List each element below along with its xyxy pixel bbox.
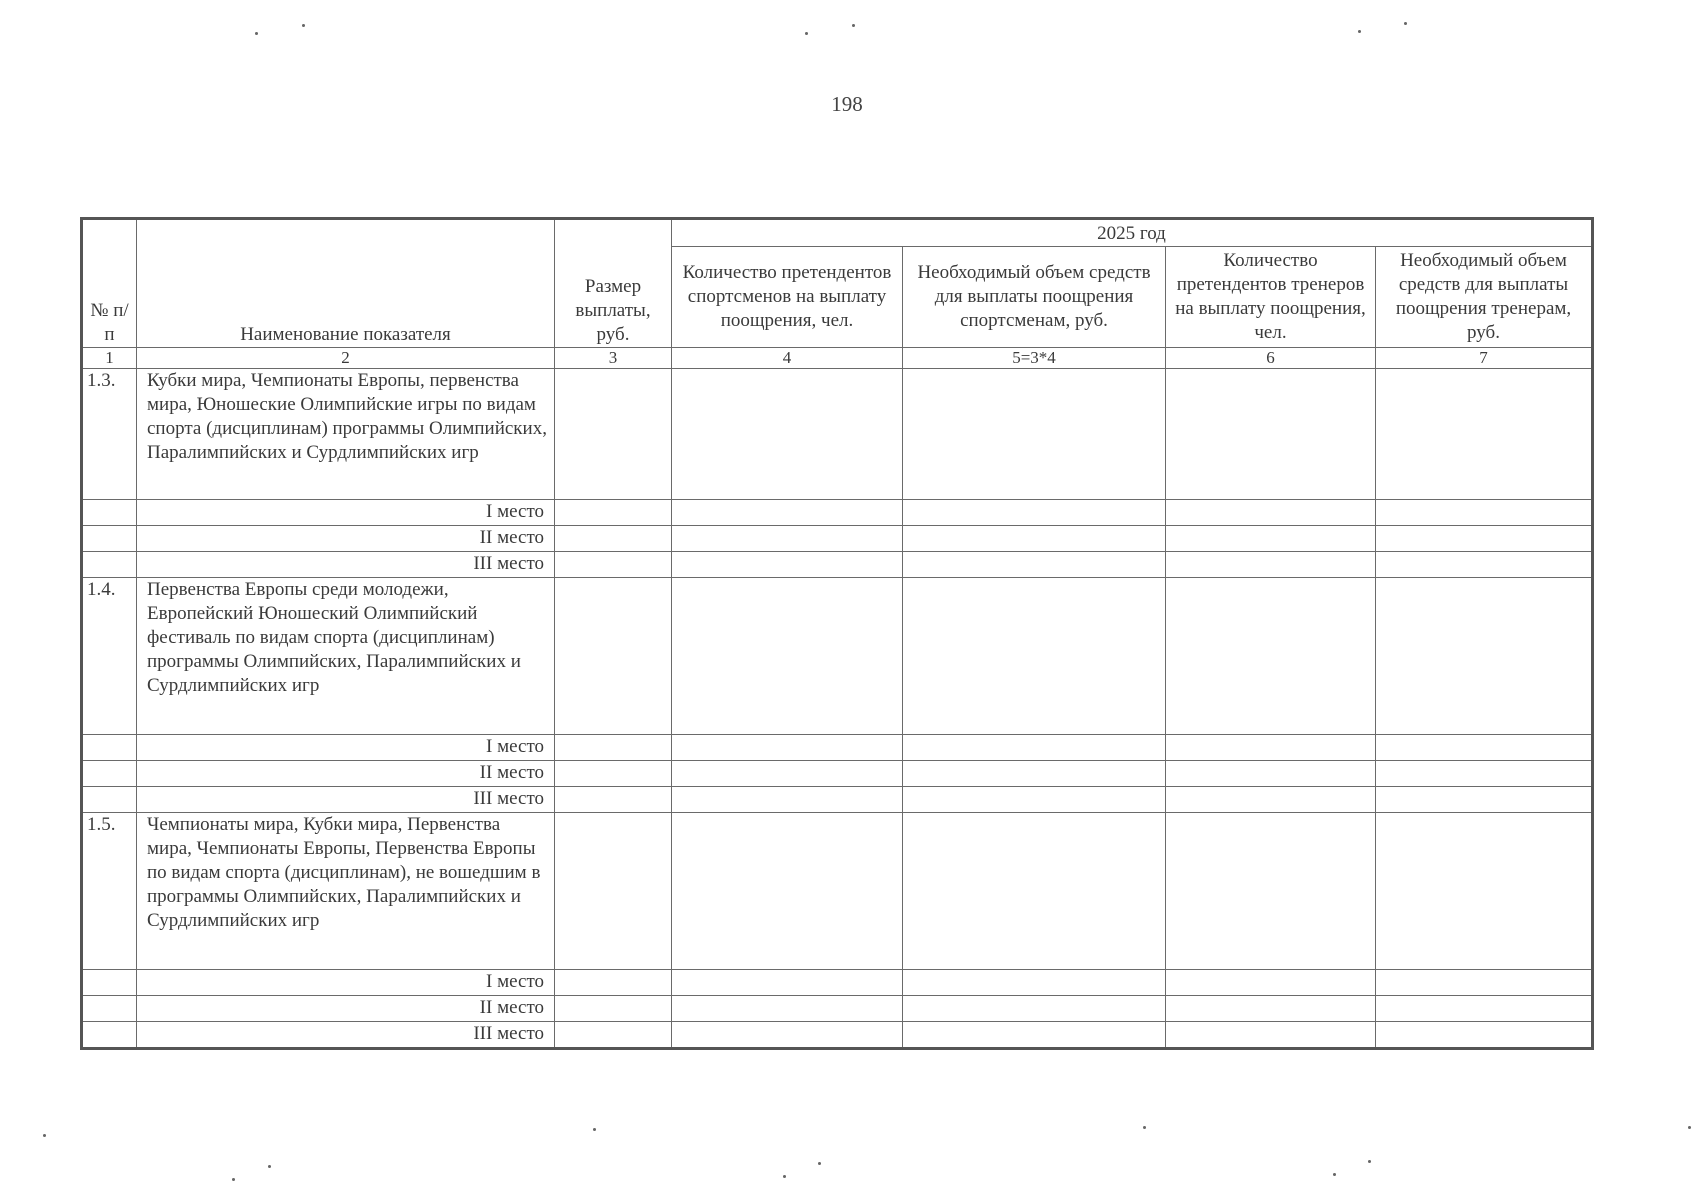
row-number: 1.4. [82,578,137,735]
scan-speck [1143,1126,1146,1129]
column-number: 6 [1166,348,1376,369]
scan-speck [818,1162,821,1165]
cell-coaches-funds [1376,761,1593,787]
column-number: 3 [555,348,672,369]
cell-coaches-count [1166,813,1376,970]
row-number [82,500,137,526]
cell-payment [555,761,672,787]
row-number: 1.5. [82,813,137,970]
cell-payment [555,787,672,813]
place-label: III место [137,1022,555,1049]
cell-coaches-count [1166,369,1376,500]
cell-athletes-count [672,369,903,500]
cell-coaches-funds [1376,369,1593,500]
indicator-name: Первенства Европы среди молодежи, Европейский Юношеский Олимпийский фестиваль по видам спорта (дисциплинам) программы Олимпийских, Паралимпийских и Сурдлимпийских игр [137,578,555,735]
cell-payment [555,996,672,1022]
place-label: II место [137,526,555,552]
column-number: 2 [137,348,555,369]
cell-athletes-funds [903,735,1166,761]
cell-coaches-count [1166,578,1376,735]
column-number: 5=3*4 [903,348,1166,369]
place-label: II место [137,996,555,1022]
column-number: 7 [1376,348,1593,369]
header-year: 2025 год [672,219,1593,247]
table-row [82,552,1593,578]
scan-speck [1688,1126,1691,1129]
place-label: I место [137,735,555,761]
cell-coaches-count [1166,526,1376,552]
table-row [82,735,1593,761]
table-row [82,813,1593,970]
cell-athletes-funds [903,1022,1166,1049]
cell-athletes-count [672,526,903,552]
payments-table [80,217,1594,1050]
header-name: Наименование показателя [137,219,555,348]
cell-coaches-count [1166,1022,1376,1049]
cell-coaches-count [1166,787,1376,813]
row-number [82,552,137,578]
cell-athletes-funds [903,526,1166,552]
place-label: I место [137,500,555,526]
cell-payment [555,970,672,996]
scan-speck [1368,1160,1371,1163]
cell-payment [555,552,672,578]
scan-speck [1404,22,1407,25]
cell-athletes-count [672,761,903,787]
cell-athletes-count [672,787,903,813]
row-number [82,761,137,787]
row-number [82,787,137,813]
cell-coaches-count [1166,996,1376,1022]
cell-payment [555,369,672,500]
row-number [82,996,137,1022]
cell-coaches-count [1166,552,1376,578]
cell-payment [555,1022,672,1049]
scan-speck [783,1175,786,1178]
cell-coaches-funds [1376,996,1593,1022]
cell-payment [555,813,672,970]
column-number: 1 [82,348,137,369]
place-label: II место [137,761,555,787]
table-row [82,500,1593,526]
cell-coaches-count [1166,970,1376,996]
table-row [82,996,1593,1022]
cell-athletes-funds [903,552,1166,578]
cell-athletes-funds [903,578,1166,735]
column-number: 4 [672,348,903,369]
scan-speck [1358,30,1361,33]
cell-athletes-count [672,996,903,1022]
cell-athletes-funds [903,996,1166,1022]
cell-coaches-count [1166,500,1376,526]
table-row [82,761,1593,787]
header-coaches-funds: Необходимый объем средств для выплаты поощрения тренерам, руб. [1376,247,1593,348]
table-row [82,1022,1593,1049]
scan-speck [255,32,258,35]
row-number [82,735,137,761]
cell-coaches-funds [1376,526,1593,552]
cell-coaches-count [1166,761,1376,787]
cell-athletes-funds [903,761,1166,787]
scan-speck [43,1134,46,1137]
scan-speck [302,24,305,27]
cell-coaches-funds [1376,735,1593,761]
cell-coaches-funds [1376,578,1593,735]
cell-athletes-count [672,1022,903,1049]
scan-speck [268,1165,271,1168]
page-number: 198 [831,92,863,116]
row-number [82,1022,137,1049]
indicator-name: Чемпионаты мира, Кубки мира, Первенства мира, Чемпионаты Европы, Первенства Европы по видам спорта (дисциплинам), не вошедшим в программы Олимпийских, Паралимпийских и Сурдлимпийских игр [137,813,555,970]
cell-coaches-funds [1376,787,1593,813]
cell-athletes-count [672,500,903,526]
cell-athletes-count [672,552,903,578]
scan-speck [232,1178,235,1181]
table-row [82,970,1593,996]
cell-athletes-funds [903,787,1166,813]
scan-speck [593,1128,596,1131]
place-label: III место [137,552,555,578]
table-row [82,369,1593,500]
scan-speck [852,24,855,27]
cell-payment [555,578,672,735]
row-number [82,970,137,996]
cell-athletes-count [672,970,903,996]
cell-athletes-funds [903,970,1166,996]
cell-athletes-funds [903,500,1166,526]
header-athletes-count: Количество претендентов спортсменов на выплату поощрения, чел. [672,247,903,348]
cell-coaches-funds [1376,552,1593,578]
place-label: III место [137,787,555,813]
cell-coaches-count [1166,735,1376,761]
header-num: № п/п [82,219,137,348]
cell-payment [555,500,672,526]
table-row [82,578,1593,735]
cell-athletes-count [672,735,903,761]
cell-athletes-count [672,813,903,970]
cell-coaches-funds [1376,970,1593,996]
indicator-name: Кубки мира, Чемпионаты Европы, первенства мира, Юношеские Олимпийские игры по видам спорта (дисциплинам) программы Олимпийских, Паралимпийских и Сурдлимпийских игр [137,369,555,500]
cell-athletes-count [672,578,903,735]
table-row [82,787,1593,813]
cell-athletes-funds [903,813,1166,970]
cell-payment [555,526,672,552]
cell-coaches-funds [1376,813,1593,970]
cell-athletes-funds [903,369,1166,500]
scan-speck [1333,1173,1336,1176]
header-coaches-count: Количество претендентов тренеров на выплату поощрения, чел. [1166,247,1376,348]
cell-coaches-funds [1376,500,1593,526]
place-label: I место [137,970,555,996]
row-number: 1.3. [82,369,137,500]
cell-payment [555,735,672,761]
cell-coaches-funds [1376,1022,1593,1049]
table-row [82,526,1593,552]
header-payment: Размер выплаты, руб. [555,219,672,348]
scan-speck [805,32,808,35]
header-athletes-funds: Необходимый объем средств для выплаты поощрения спортсменам, руб. [903,247,1166,348]
row-number [82,526,137,552]
